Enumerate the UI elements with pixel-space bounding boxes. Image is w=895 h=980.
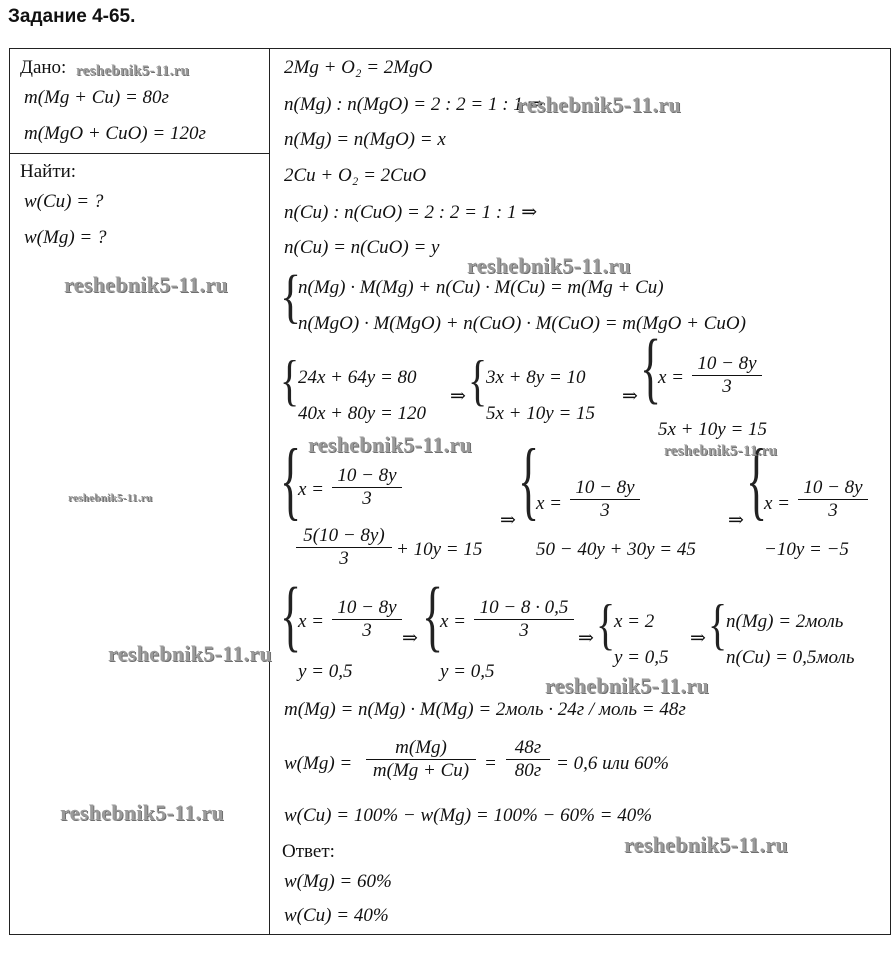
watermark: reshebnik5-11.ru: [64, 272, 228, 297]
system-3-line-b: 5x + 10y = 15: [486, 403, 596, 424]
fraction-denominator: 3: [362, 488, 372, 509]
x-equals: x =: [298, 479, 325, 500]
fraction-numerator: 10 − 8y: [332, 597, 402, 620]
given-line-2: m(MgO + CuO) = 120г: [24, 123, 206, 144]
answer-label: Ответ:: [282, 841, 335, 862]
watermark: reshebnik5-11.ru: [517, 92, 681, 117]
watermark: reshebnik5-11.ru: [76, 63, 190, 79]
x-equals: x =: [764, 493, 791, 514]
answer-mg: w(Mg) = 60%: [284, 871, 392, 892]
left-brace: {: [280, 348, 300, 412]
left-brace: {: [280, 572, 302, 661]
fraction-numerator: 10 − 8y: [332, 465, 402, 488]
fraction-numerator: 10 − 8 · 0,5: [474, 597, 574, 620]
watermark: reshebnik5-11.ru: [308, 432, 472, 457]
left-brace: {: [708, 592, 728, 656]
find-line-1: w(Cu) = ?: [24, 191, 104, 212]
solution-line-1: 2Mg + O₂ = 2MgO: [284, 57, 433, 78]
fraction-denominator: 3: [362, 620, 372, 641]
watermark: reshebnik5-11.ru: [624, 832, 788, 857]
fraction-numerator: 5(10 − 8y): [296, 525, 392, 548]
solution-line-4: 2Cu + O₂ = 2CuO: [284, 165, 427, 186]
fraction-numerator: 48г: [506, 737, 550, 760]
left-brace: {: [640, 324, 662, 413]
task-title: Задание 4-65.: [8, 6, 136, 27]
left-brace: {: [746, 431, 768, 529]
implies-arrow: ⇒: [450, 386, 466, 407]
system-1-line-b: n(MgO) · M(MgO) + n(CuO) · M(CuO) = m(MgO + CuO): [298, 313, 746, 334]
watermark: reshebnik5-11.ru: [68, 492, 153, 504]
implies-arrow: ⇒: [500, 510, 516, 531]
system-5-line-b-tail: + 10y = 15: [396, 539, 483, 560]
x-equals: x =: [440, 611, 467, 632]
fraction-numerator: 10 − 8y: [570, 477, 640, 500]
fraction: [506, 737, 550, 782]
fraction-denominator: 3: [600, 500, 610, 521]
solution-line-3: n(Mg) = n(MgO) = x: [284, 129, 446, 150]
fraction: [570, 477, 640, 522]
system-1-line-a: n(Mg) · M(Mg) + n(Cu) · M(Cu) = m(Mg + Cu): [298, 277, 664, 298]
system-3-line-a: 3x + 8y = 10: [486, 367, 586, 388]
solution-line-2: n(Mg) : n(MgO) = 2 : 2 = 1 : 1 ⇒: [284, 94, 544, 115]
implies-arrow: ⇒: [402, 628, 418, 649]
implies-arrow: ⇒: [578, 628, 594, 649]
left-brace: {: [468, 348, 488, 412]
solution-line-5: n(Cu) : n(CuO) = 2 : 2 = 1 : 1 ⇒: [284, 202, 538, 223]
fraction-numerator: m(Mg): [366, 737, 476, 760]
w-mg-lhs: w(Mg) =: [284, 753, 353, 774]
w-cu-line: w(Cu) = 100% − w(Mg) = 100% − 60% = 40%: [284, 805, 653, 826]
given-label: Дано:: [20, 57, 67, 78]
system-2-line-a: 24x + 64y = 80: [298, 367, 417, 388]
system-10-line-b: y = 0,5: [614, 647, 669, 668]
fraction-denominator: 3: [519, 620, 529, 641]
x-equals: x =: [658, 367, 685, 388]
x-equals: x =: [536, 493, 563, 514]
fraction: [366, 737, 476, 782]
fraction: [332, 465, 402, 510]
system-4-line-b: 5x + 10y = 15: [658, 419, 768, 440]
solution-line-6: n(Cu) = n(CuO) = y: [284, 237, 440, 258]
fraction-denominator: m(Mg + Cu): [372, 760, 470, 781]
system-2-line-b: 40x + 80y = 120: [298, 403, 427, 424]
fraction: [474, 597, 574, 642]
system-9-line-b: y = 0,5: [440, 661, 495, 682]
x-equals: x =: [298, 611, 325, 632]
system-8-line-b: y = 0,5: [298, 661, 353, 682]
row-divider: [10, 153, 269, 154]
watermark: reshebnik5-11.ru: [545, 673, 709, 698]
fraction-denominator: 3: [339, 548, 349, 569]
watermark: reshebnik5-11.ru: [467, 253, 631, 278]
system-11-line-b: n(Cu) = 0,5моль: [726, 647, 855, 668]
fraction: [296, 525, 392, 570]
system-6-line-b: 50 − 40y + 30y = 45: [536, 539, 696, 560]
watermark: reshebnik5-11.ru: [60, 800, 224, 825]
left-brace: {: [422, 572, 444, 661]
fraction: [692, 353, 762, 398]
fraction: [332, 597, 402, 642]
fraction-numerator: 10 − 8y: [692, 353, 762, 376]
system-7-line-b: −10y = −5: [764, 539, 849, 560]
system-10-line-a: x = 2: [614, 611, 655, 632]
column-divider: [269, 49, 270, 934]
answer-cu: w(Cu) = 40%: [284, 905, 389, 926]
implies-arrow: ⇒: [622, 386, 638, 407]
find-line-2: w(Mg) = ?: [24, 227, 107, 248]
left-brace: {: [280, 263, 302, 330]
find-label: Найти:: [20, 161, 77, 182]
fraction: [798, 477, 868, 522]
watermark: reshebnik5-11.ru: [664, 443, 778, 459]
left-brace: {: [518, 431, 540, 529]
given-line-1: m(Mg + Cu) = 80г: [24, 87, 169, 108]
fraction-denominator: 80г: [514, 760, 542, 781]
left-brace: {: [280, 431, 302, 529]
fraction-denominator: 3: [828, 500, 838, 521]
equals-sign: =: [484, 753, 497, 774]
w-mg-rhs: = 0,6 или 60%: [556, 753, 669, 774]
fraction-denominator: 3: [722, 376, 732, 397]
implies-arrow: ⇒: [728, 510, 744, 531]
left-brace: {: [596, 592, 616, 656]
system-11-line-a: n(Mg) = 2моль: [726, 611, 844, 632]
implies-arrow: ⇒: [690, 628, 706, 649]
fraction-numerator: 10 − 8y: [798, 477, 868, 500]
mass-mg-line: m(Mg) = n(Mg) · M(Mg) = 2моль · 24г / моль = 48г: [284, 699, 686, 720]
watermark: reshebnik5-11.ru: [108, 641, 272, 666]
